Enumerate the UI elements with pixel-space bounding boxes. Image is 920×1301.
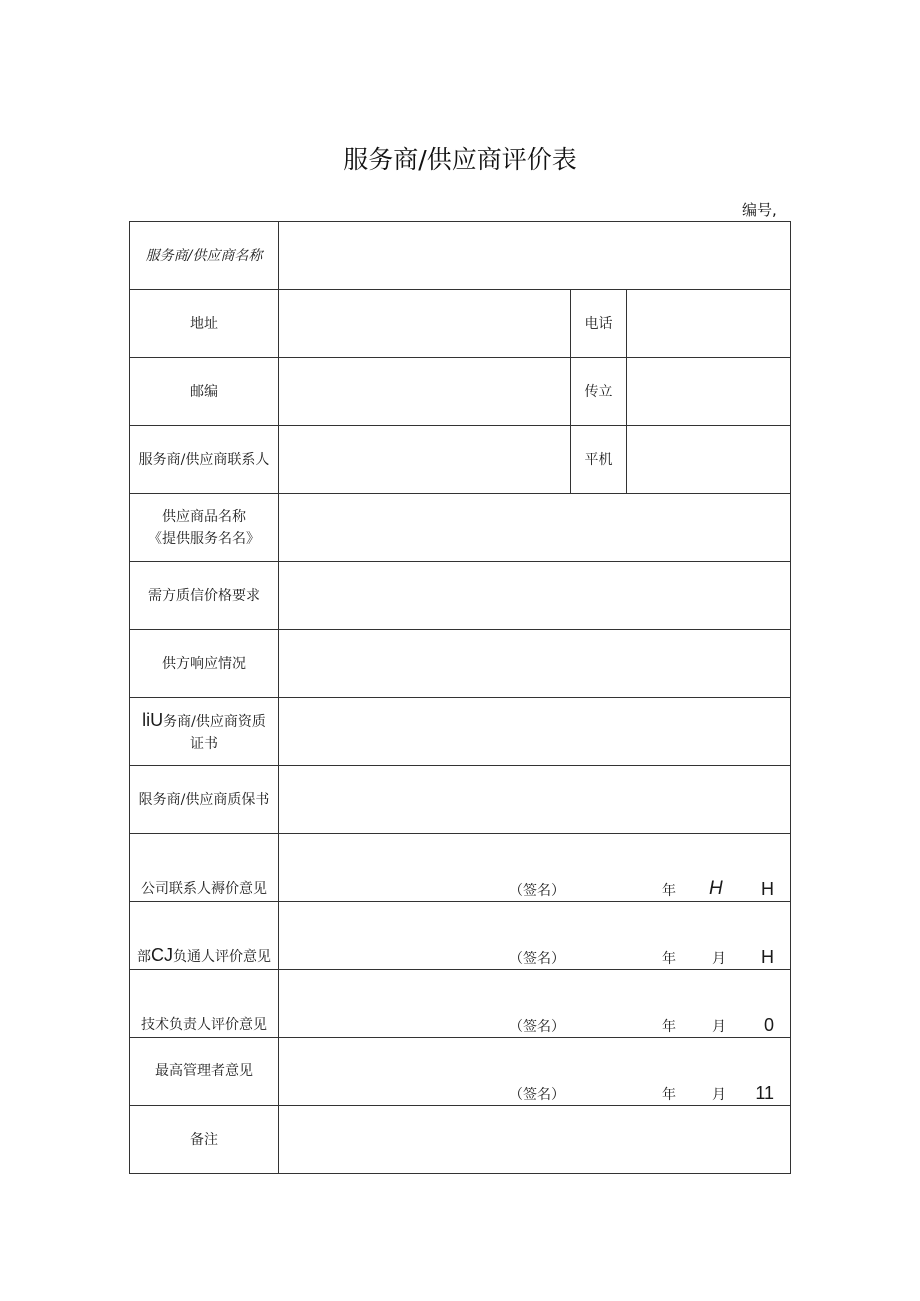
tech-opinion-label: 技术负责人评价意见 (130, 970, 279, 1038)
product-label-line1: 供应商品名称 (162, 508, 246, 525)
product-label-line2: 《提供服务名名》 (148, 530, 260, 547)
postcode-label: 邮编 (130, 358, 279, 426)
document-number-label: 编号, (742, 201, 777, 219)
address-label: 地址 (130, 290, 279, 358)
mobile-label: 平机 (571, 426, 627, 494)
qualification-field[interactable] (279, 698, 791, 766)
remarks-field[interactable] (279, 1106, 791, 1174)
qualification-label-line2: 证书 (190, 735, 218, 752)
row-dept-opinion (130, 902, 791, 970)
supplier-name-field[interactable] (279, 222, 791, 290)
dept-opinion-label (130, 902, 279, 970)
row-contact-opinion (130, 834, 791, 902)
remarks-label: 备注 (130, 1106, 279, 1174)
row-postcode (130, 358, 791, 426)
product-label (130, 494, 279, 562)
signature-label: （签名） (509, 1087, 565, 1103)
dept-opinion-label-rest: 负通人评价意见 (173, 949, 271, 965)
year-label: 年 (662, 1087, 676, 1103)
row-remarks (130, 1106, 791, 1174)
supplier-name-label: 服务商/供应商名称 (130, 222, 279, 290)
warranty-field[interactable] (279, 766, 791, 834)
requirements-label: 需方质信价格要求 (130, 562, 279, 630)
row-warranty (130, 766, 791, 834)
row-contact (130, 426, 791, 494)
year-label: 年 (662, 883, 676, 899)
day-label: H (761, 947, 775, 967)
qualification-label-prefix: liU (142, 709, 164, 730)
qualification-label-rest: 务商/供应商资质 (163, 713, 266, 730)
year-label: 年 (662, 1019, 676, 1035)
row-supplier-name (130, 222, 791, 290)
requirements-field[interactable] (279, 562, 791, 630)
phone-field[interactable] (627, 290, 791, 358)
row-response (130, 630, 791, 698)
form-title: 服务商/供应商评价表 (343, 145, 577, 174)
qualification-label (130, 698, 279, 766)
day-label: 11 (755, 1083, 775, 1103)
postcode-field[interactable] (279, 358, 571, 426)
row-requirements (130, 562, 791, 630)
dept-opinion-label-prefix: 部 (137, 949, 151, 965)
manager-opinion-field[interactable] (279, 1038, 791, 1106)
signature-label: （签名） (509, 1019, 565, 1035)
signature-label: （签名） (509, 951, 565, 967)
year-label: 年 (662, 951, 676, 967)
warranty-label: 限务商/供应商质保书 (130, 766, 279, 834)
row-tech-opinion (130, 970, 791, 1038)
row-address (130, 290, 791, 358)
contact-opinion-label: 公司联系人褥价意见 (130, 834, 279, 902)
contact-label: 服务商/供应商联系人 (130, 426, 279, 494)
row-manager-opinion (130, 1038, 791, 1106)
contact-field[interactable] (279, 426, 571, 494)
dept-opinion-field[interactable] (279, 902, 791, 970)
month-label: 月 (712, 1019, 726, 1035)
response-label: 供方响应情况 (130, 630, 279, 698)
fax-label: 传立 (571, 358, 627, 426)
row-qualification (130, 698, 791, 766)
evaluation-form-table (129, 221, 791, 1174)
contact-opinion-field[interactable] (279, 834, 791, 902)
month-label: H (709, 878, 723, 899)
month-label: 月 (712, 951, 726, 967)
product-field[interactable] (279, 494, 791, 562)
address-field[interactable] (279, 290, 571, 358)
day-label: H (761, 879, 775, 899)
dept-opinion-label-mid: CJ (151, 945, 173, 965)
manager-opinion-label: 最高管理者意见 (130, 1038, 279, 1106)
tech-opinion-field[interactable] (279, 970, 791, 1038)
month-label: 月 (712, 1087, 726, 1103)
mobile-field[interactable] (627, 426, 791, 494)
signature-label: （签名） (509, 883, 565, 899)
phone-label: 电话 (571, 290, 627, 358)
response-field[interactable] (279, 630, 791, 698)
row-product (130, 494, 791, 562)
fax-field[interactable] (627, 358, 791, 426)
day-label: 0 (764, 1015, 775, 1035)
